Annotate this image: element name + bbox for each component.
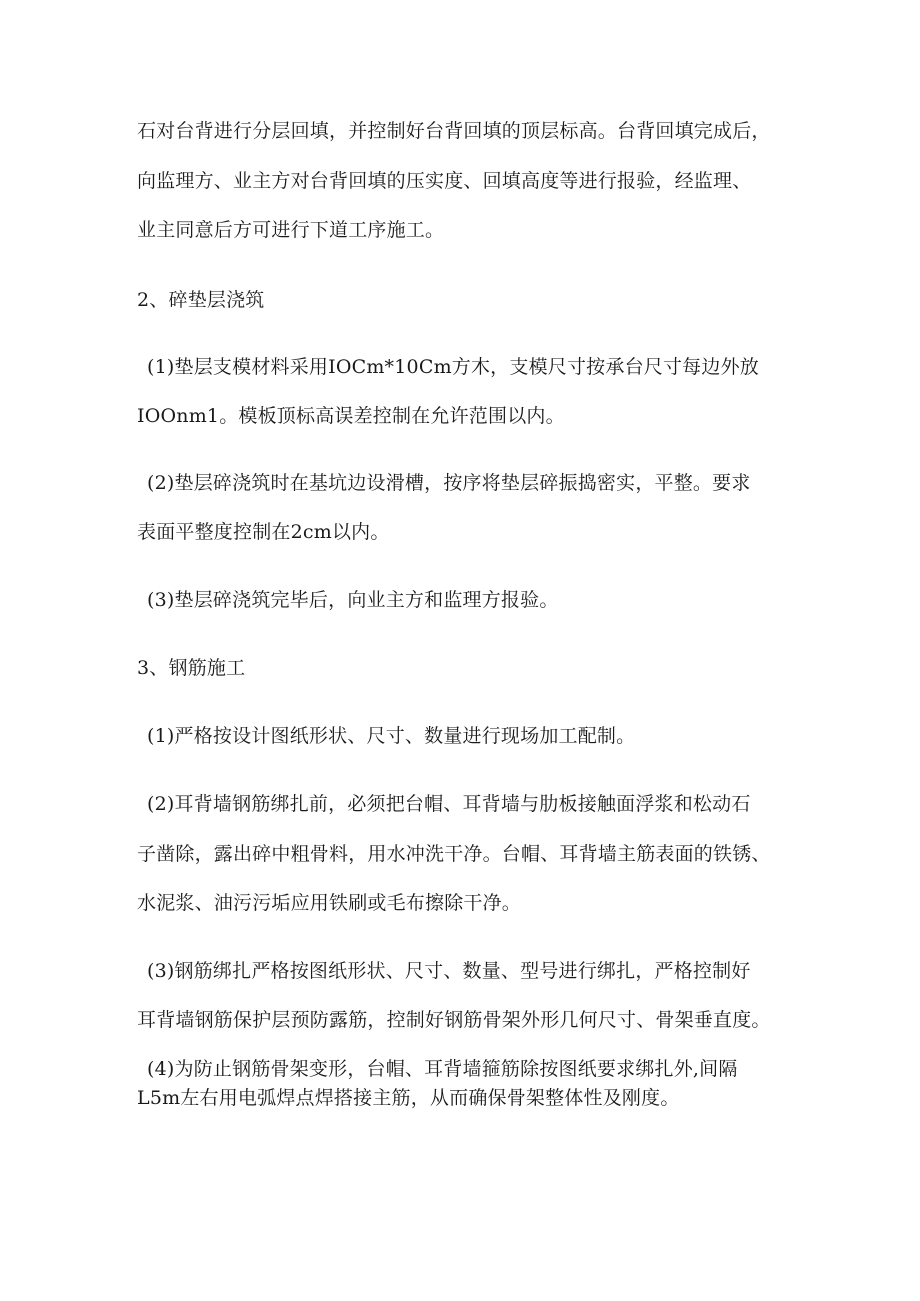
text-line: 水泥浆、油污污垢应用铁刷或毛布擦除干净。 bbox=[137, 892, 522, 914]
text-line: 石对台背进行分层回填，并控制好台背回填的顶层标高。台背回填完成后， bbox=[137, 120, 771, 142]
text-line: 耳背墙钢筋保护层预防露筋，控制好钢筋骨架外形几何尺寸、骨架垂直度。 bbox=[137, 1009, 771, 1031]
text-line: (3)垫层碎浇筑完毕后，向业主方和监理方报验。 bbox=[147, 589, 559, 611]
text-line: L5m左右用电弧焊点焊搭接主筋，从而确保骨架整体性及刚度。 bbox=[137, 1087, 680, 1109]
text-line: 表面平整度控制在2cm以内。 bbox=[137, 521, 390, 543]
section-heading: 2、碎垫层浇筑 bbox=[137, 289, 265, 311]
text-line: (3)钢筋绑扎严格按图纸形状、尺寸、数量、型号进行绑扎，严格控制好 bbox=[147, 960, 751, 982]
text-line: IOOnm1。模板顶标高误差控制在允许范围以内。 bbox=[137, 405, 565, 427]
section-heading: 3、钢筋施工 bbox=[137, 657, 246, 679]
text-line: 向监理方、业主方对台背回填的压实度、回填高度等进行报验，经监理、 bbox=[137, 170, 752, 192]
text-line: 子凿除，露出碎中粗骨料，用水冲洗干净。台帽、耳背墙主筋表面的铁锈、 bbox=[137, 843, 771, 865]
text-line: (2)耳背墙钢筋绑扎前，必须把台帽、耳背墙与肋板接触面浮浆和松动石 bbox=[147, 793, 751, 815]
text-line: (1)垫层支模材料采用IOCm*10Cm方木，支模尺寸按承台尺寸每边外放 bbox=[147, 356, 759, 378]
text-line: (4)为防止钢筋骨架变形，台帽、耳背墙箍筋除按图纸要求绑扎外,间隔 bbox=[147, 1058, 738, 1080]
text-line: (1)严格按设计图纸形状、尺寸、数量进行现场加工配制。 bbox=[147, 725, 636, 747]
text-line: 业主同意后方可进行下道工序施工。 bbox=[137, 219, 445, 241]
text-line: (2)垫层碎浇筑时在基坑边设滑槽，按序将垫层碎振捣密实，平整。要求 bbox=[147, 472, 751, 494]
